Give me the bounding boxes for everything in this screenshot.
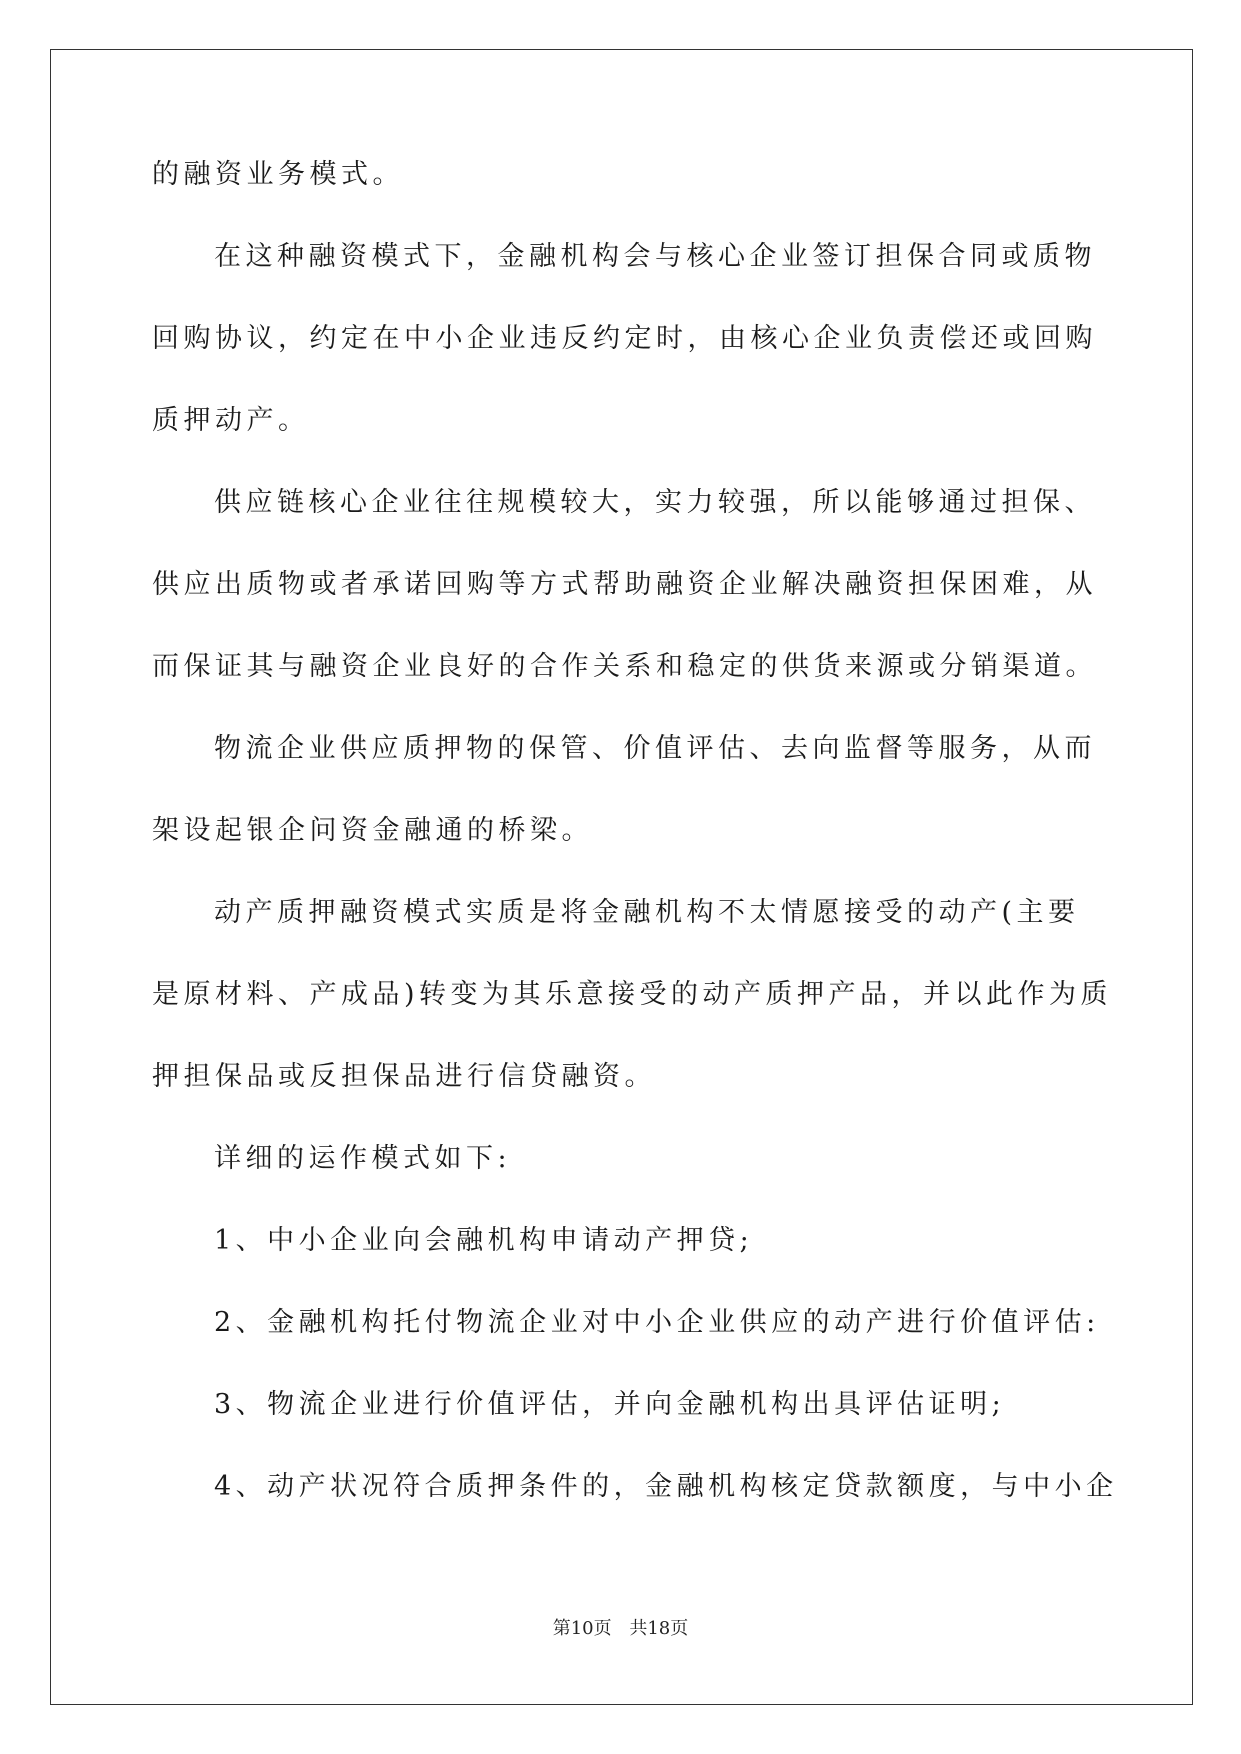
list-item: 2、金融机构托付物流企业对中小企业供应的动产进行价值评估:	[214, 1307, 1100, 1338]
paragraph-line: 回购协议，约定在中小企业违反约定时，由核心企业负责偿还或回购	[152, 323, 1097, 354]
document-body	[152, 159, 1118, 1554]
paragraph-line: 在这种融资模式下，金融机构会与核心企业签订担保合同或质物	[214, 241, 1096, 272]
paragraph-line: 动产质押融资模式实质是将金融机构不太情愿接受的动产(主要	[214, 897, 1080, 928]
paragraph-line: 而保证其与融资企业良好的合作关系和稳定的供货来源或分销渠道。	[152, 651, 1097, 682]
paragraph-line: 是原材料、产成品)转变为其乐意接受的动产质押产品，并以此作为质	[152, 979, 1113, 1010]
paragraph-line: 供应链核心企业往往规模较大，实力较强，所以能够通过担保、	[214, 487, 1096, 518]
paragraph-line: 详细的运作模式如下:	[214, 1143, 512, 1174]
list-item: 4、动产状况符合质押条件的，金融机构核定贷款额度，与中小企	[214, 1471, 1118, 1502]
paragraph-line: 押担保品或反担保品进行信贷融资。	[152, 1061, 656, 1092]
paragraph-line: 架设起银企问资金融通的桥梁。	[152, 815, 593, 846]
page-number: 第10页	[552, 1618, 612, 1639]
paragraph-line: 物流企业供应质押物的保管、价值评估、去向监督等服务，从而	[214, 733, 1096, 764]
list-item: 3、物流企业进行价值评估，并向金融机构出具评估证明;	[214, 1389, 1006, 1420]
paragraph-line: 质押动产。	[152, 405, 310, 436]
page-total: 共18页	[629, 1618, 689, 1639]
page-footer	[0, 1614, 1241, 1640]
paragraph-line: 的融资业务模式。	[152, 159, 404, 190]
list-item: 1、中小企业向会融机构申请动产押贷;	[214, 1225, 754, 1256]
paragraph-line: 供应出质物或者承诺回购等方式帮助融资企业解决融资担保困难，从	[152, 569, 1097, 600]
